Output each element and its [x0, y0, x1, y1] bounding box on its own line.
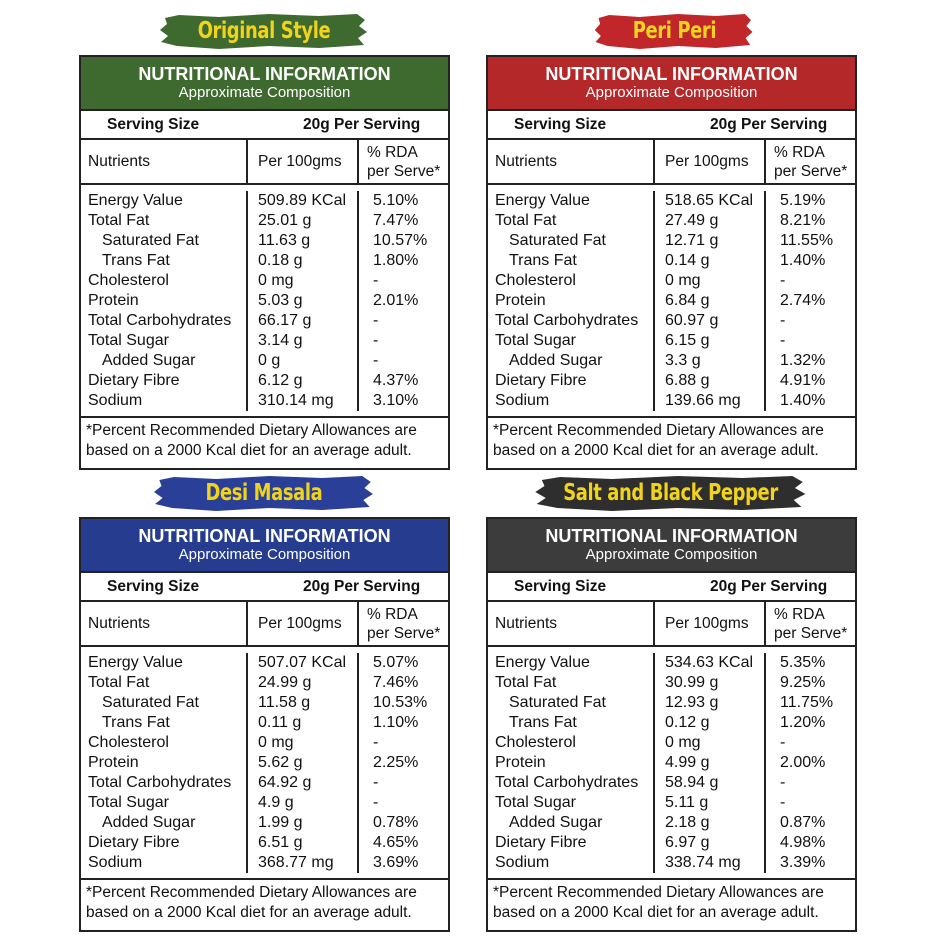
nutrient-per100-value: 25.01 g [258, 212, 312, 229]
table-title: NUTRITIONAL INFORMATION [138, 64, 391, 84]
serving-label: Serving Size [514, 115, 607, 133]
nutrient-name: Saturated Fat [102, 232, 199, 249]
nutrient-per100-value: 0 mg [665, 272, 701, 289]
nutrient-name: Total Sugar [495, 794, 576, 811]
table-header [81, 519, 448, 573]
footnote-line2: based on a 2000 Kcal diet for an average adult. [86, 904, 412, 921]
nutrient-per100-value: 0.11 g [258, 714, 302, 731]
serving-value: 20g Per Serving [303, 577, 421, 595]
rda-column [359, 191, 448, 411]
serving-label: Serving Size [107, 115, 200, 133]
nutrient-rows [488, 185, 855, 418]
brush-stroke-banner [534, 474, 808, 512]
nutrient-rda-value: 1.40% [780, 252, 826, 269]
column-headers [488, 602, 855, 647]
nutrient-rda-value: - [373, 272, 379, 289]
nutrient-rda-value: - [780, 332, 786, 349]
nutrient-name: Protein [88, 754, 139, 771]
nutrient-per100-value: 6.84 g [665, 292, 710, 309]
column-headers [488, 140, 855, 185]
table-title: NUTRITIONAL INFORMATION [545, 526, 798, 546]
nutrient-name: Dietary Fibre [88, 834, 180, 851]
nutrient-per100-value: 0 mg [665, 734, 701, 751]
col-per100: Per 100gms [248, 602, 359, 645]
nutrient-rda-value: 1.40% [780, 392, 826, 409]
nutrient-name: Sodium [88, 854, 143, 871]
col-rda-line2: per Serve* [774, 162, 848, 180]
nutrient-per100-value: 30.99 g [665, 674, 719, 691]
nutrient-name: Added Sugar [102, 352, 196, 369]
nutrient-rda-value: - [373, 734, 379, 751]
nutrient-name: Energy Value [88, 654, 183, 671]
nutrient-name: Total Carbohydrates [495, 774, 639, 791]
serving-label: Serving Size [107, 577, 200, 595]
col-nutrients: Nutrients [488, 602, 655, 645]
footnote [488, 880, 855, 930]
nutrient-rda-value: 0.78% [373, 814, 419, 831]
nutrient-rda-value: 1.32% [780, 352, 826, 369]
nutrient-name: Added Sugar [509, 352, 603, 369]
nutrient-rda-value: - [373, 352, 379, 369]
nutrient-name: Total Fat [495, 212, 557, 229]
footnote [81, 418, 448, 468]
nutrient-name: Added Sugar [509, 814, 603, 831]
nutrient-per100-value: 368.77 mg [258, 854, 334, 871]
col-rda [766, 140, 855, 183]
nutrient-rda-value: - [780, 312, 786, 329]
nutrient-name: Total Carbohydrates [88, 774, 232, 791]
nutrient-name: Sodium [495, 392, 550, 409]
nutrient-rda-value: 3.69% [373, 854, 419, 871]
nutrition-table [79, 517, 450, 932]
nutrient-name-column [488, 653, 655, 873]
nutrient-rda-value: 10.57% [373, 232, 428, 249]
nutrient-name-column [81, 653, 248, 873]
nutrient-name-column [81, 191, 248, 411]
nutrient-rda-value: 5.35% [780, 654, 826, 671]
table-title: NUTRITIONAL INFORMATION [545, 64, 798, 84]
nutrient-per100-value: 6.88 g [665, 372, 710, 389]
table-subtitle: Approximate Composition [585, 84, 758, 101]
nutrient-rda-value: 10.53% [373, 694, 428, 711]
per100-column [248, 191, 359, 411]
nutrient-name: Total Fat [495, 674, 557, 691]
nutrition-panel-peri-peri [486, 8, 857, 470]
nutrient-rda-value: - [780, 774, 786, 791]
footnote-line1: *Percent Recommended Dietary Allowances are [493, 884, 824, 901]
nutrient-name: Total Carbohydrates [88, 312, 232, 329]
brush-stroke-banner [594, 12, 754, 50]
nutrient-per100-value: 12.93 g [665, 694, 719, 711]
rda-column [359, 653, 448, 873]
nutrient-rda-value: - [373, 774, 379, 791]
serving-value: 20g Per Serving [710, 577, 828, 595]
serving-row [488, 573, 855, 602]
nutrient-per100-value: 4.99 g [665, 754, 710, 771]
variant-banner [79, 8, 450, 55]
nutrient-name: Protein [495, 754, 546, 771]
table-subtitle: Approximate Composition [178, 546, 351, 563]
nutrient-per100-value: 534.63 KCal [665, 654, 754, 671]
nutrient-per100-value: 6.97 g [665, 834, 710, 851]
nutrient-name: Sodium [88, 392, 143, 409]
serving-label: Serving Size [514, 577, 607, 595]
nutrient-name: Trans Fat [509, 714, 577, 731]
col-nutrients: Nutrients [81, 140, 248, 183]
nutrient-rda-value: 9.25% [780, 674, 826, 691]
nutrient-name: Total Fat [88, 674, 150, 691]
nutrient-name: Saturated Fat [509, 694, 606, 711]
nutrition-panel-desi-masala [79, 470, 450, 932]
nutrient-rda-value: - [373, 794, 379, 811]
footnote-line1: *Percent Recommended Dietary Allowances are [86, 422, 417, 439]
nutrient-rows [81, 185, 448, 418]
nutrient-name: Added Sugar [102, 814, 196, 831]
serving-value: 20g Per Serving [303, 115, 421, 133]
col-rda-line2: per Serve* [774, 624, 848, 642]
col-rda [359, 140, 448, 183]
nutrient-per100-value: 5.11 g [665, 794, 709, 811]
rda-column [766, 191, 855, 411]
nutrient-per100-value: 6.12 g [258, 372, 303, 389]
nutrient-per100-value: 24.99 g [258, 674, 312, 691]
nutrient-name-column [488, 191, 655, 411]
nutrient-per100-value: 0 mg [258, 734, 294, 751]
nutrient-per100-value: 6.51 g [258, 834, 303, 851]
table-header [488, 519, 855, 573]
per100-column [655, 653, 766, 873]
nutrient-per100-value: 5.03 g [258, 292, 303, 309]
nutrition-table [79, 55, 450, 470]
nutrient-rda-value: 11.55% [780, 232, 834, 249]
nutrient-rda-value: - [373, 332, 379, 349]
col-rda-line1: % RDA [367, 605, 418, 623]
brush-stroke-banner [153, 474, 375, 512]
column-headers [81, 140, 448, 185]
nutrient-per100-value: 3.3 g [665, 352, 701, 369]
footnote-line1: *Percent Recommended Dietary Allowances are [86, 884, 417, 901]
nutrient-rda-value: - [780, 272, 786, 289]
nutrient-per100-value: 1.99 g [258, 814, 303, 831]
nutrient-name: Energy Value [88, 192, 183, 209]
nutrient-per100-value: 5.62 g [258, 754, 303, 771]
nutrient-rda-value: 8.21% [780, 212, 826, 229]
nutrient-name: Trans Fat [102, 252, 170, 269]
footnote-line2: based on a 2000 Kcal diet for an average adult. [493, 904, 819, 921]
nutrient-per100-value: 0 mg [258, 272, 294, 289]
nutrient-name: Cholesterol [88, 734, 169, 751]
nutrient-rda-value: 4.98% [780, 834, 826, 851]
nutrient-per100-value: 0.14 g [665, 252, 710, 269]
nutrient-name: Protein [88, 292, 139, 309]
col-per100: Per 100gms [248, 140, 359, 183]
nutrient-name: Total Fat [88, 212, 150, 229]
nutrient-per100-value: 2.18 g [665, 814, 710, 831]
nutrient-per100-value: 60.97 g [665, 312, 719, 329]
variant-banner [486, 8, 857, 55]
col-rda-line1: % RDA [367, 143, 418, 161]
nutrition-table [486, 517, 857, 932]
nutrient-per100-value: 27.49 g [665, 212, 719, 229]
nutrient-rda-value: 1.80% [373, 252, 419, 269]
nutrient-name: Cholesterol [88, 272, 169, 289]
nutrient-rda-value: 3.10% [373, 392, 419, 409]
col-nutrients: Nutrients [81, 602, 248, 645]
nutrient-per100-value: 0.18 g [258, 252, 303, 269]
nutrient-per100-value: 518.65 KCal [665, 192, 754, 209]
nutrient-per100-value: 0.12 g [665, 714, 710, 731]
serving-row [81, 111, 448, 140]
nutrient-rda-value: 2.01% [373, 292, 419, 309]
nutrient-per100-value: 11.63 g [258, 232, 311, 249]
nutrient-per100-value: 0 g [258, 352, 281, 369]
col-rda-line2: per Serve* [367, 624, 441, 642]
nutrient-rda-value: 2.00% [780, 754, 826, 771]
nutrient-name: Protein [495, 292, 546, 309]
col-nutrients: Nutrients [488, 140, 655, 183]
nutrient-rows [81, 647, 448, 880]
col-rda [766, 602, 855, 645]
col-rda [359, 602, 448, 645]
nutrient-name: Cholesterol [495, 272, 576, 289]
nutrient-rda-value: 4.37% [373, 372, 419, 389]
nutrient-name: Saturated Fat [102, 694, 199, 711]
nutrient-per100-value: 66.17 g [258, 312, 312, 329]
footnote-line2: based on a 2000 Kcal diet for an average adult. [493, 442, 819, 459]
serving-row [488, 111, 855, 140]
nutrient-rda-value: 2.74% [780, 292, 826, 309]
nutrient-rda-value: 4.91% [780, 372, 826, 389]
nutrient-rda-value: 5.07% [373, 654, 419, 671]
table-title: NUTRITIONAL INFORMATION [138, 526, 391, 546]
nutrient-rows [488, 647, 855, 880]
nutrient-rda-value: 1.20% [780, 714, 826, 731]
nutrient-name: Sodium [495, 854, 550, 871]
col-per100: Per 100gms [655, 140, 766, 183]
nutrition-table [486, 55, 857, 470]
per100-column [655, 191, 766, 411]
nutrition-panel-original-style [79, 8, 450, 470]
nutrient-name: Dietary Fibre [88, 372, 180, 389]
nutrient-name: Energy Value [495, 654, 590, 671]
nutrition-panel-salt-and-black-pepper [486, 470, 857, 932]
nutrient-name: Cholesterol [495, 734, 576, 751]
nutrient-per100-value: 6.15 g [665, 332, 710, 349]
col-rda-line2: per Serve* [367, 162, 441, 180]
nutrient-name: Trans Fat [509, 252, 577, 269]
nutrient-per100-value: 64.92 g [258, 774, 312, 791]
nutrient-per100-value: 338.74 mg [665, 854, 741, 871]
nutrient-name: Energy Value [495, 192, 590, 209]
nutrient-per100-value: 3.14 g [258, 332, 303, 349]
footnote [81, 880, 448, 930]
col-rda-line1: % RDA [774, 605, 825, 623]
nutrient-rda-value: 5.19% [780, 192, 826, 209]
nutrient-name: Total Sugar [88, 794, 169, 811]
nutrient-per100-value: 58.94 g [665, 774, 719, 791]
nutrient-name: Total Carbohydrates [495, 312, 639, 329]
per100-column [248, 653, 359, 873]
serving-row [81, 573, 448, 602]
table-subtitle: Approximate Composition [585, 546, 758, 563]
footnote [488, 418, 855, 468]
variant-title: Peri Peri [632, 18, 716, 44]
nutrient-rda-value: - [780, 794, 786, 811]
nutrient-per100-value: 310.14 mg [258, 392, 334, 409]
nutrient-name: Total Sugar [495, 332, 576, 349]
variant-title: Desi Masala [205, 480, 323, 506]
nutrient-rda-value: 4.65% [373, 834, 419, 851]
footnote-line2: based on a 2000 Kcal diet for an average adult. [86, 442, 412, 459]
nutrient-rda-value: 7.47% [373, 212, 419, 229]
nutrient-rda-value: - [373, 312, 379, 329]
nutrient-per100-value: 509.89 KCal [258, 192, 347, 209]
nutrient-name: Total Sugar [88, 332, 169, 349]
nutrient-per100-value: 12.71 g [665, 232, 719, 249]
footnote-line1: *Percent Recommended Dietary Allowances are [493, 422, 824, 439]
column-headers [81, 602, 448, 647]
nutrient-per100-value: 11.58 g [258, 694, 311, 711]
table-header [81, 57, 448, 111]
col-per100: Per 100gms [655, 602, 766, 645]
nutrient-per100-value: 139.66 mg [665, 392, 741, 409]
table-subtitle: Approximate Composition [178, 84, 351, 101]
nutrient-rda-value: 0.87% [780, 814, 826, 831]
variant-banner [79, 470, 450, 517]
nutrient-name: Dietary Fibre [495, 372, 587, 389]
nutrient-rda-value: 3.39% [780, 854, 826, 871]
nutrient-per100-value: 507.07 KCal [258, 654, 347, 671]
serving-value: 20g Per Serving [710, 115, 828, 133]
rda-column [766, 653, 855, 873]
nutrient-rda-value: 5.10% [373, 192, 419, 209]
brush-stroke-banner [159, 12, 369, 50]
variant-title: Original Style [197, 18, 331, 44]
nutrient-per100-value: 4.9 g [258, 794, 294, 811]
variant-banner [486, 470, 857, 517]
nutrient-name: Dietary Fibre [495, 834, 587, 851]
nutrient-rda-value: 2.25% [373, 754, 419, 771]
nutrient-name: Trans Fat [102, 714, 170, 731]
nutrient-rda-value: 7.46% [373, 674, 419, 691]
nutrient-rda-value: - [780, 734, 786, 751]
col-rda-line1: % RDA [774, 143, 825, 161]
variant-title: Salt and Black Pepper [563, 480, 779, 506]
nutrient-rda-value: 1.10% [373, 714, 419, 731]
nutrient-name: Saturated Fat [509, 232, 606, 249]
table-header [488, 57, 855, 111]
nutrient-rda-value: 11.75% [780, 694, 834, 711]
